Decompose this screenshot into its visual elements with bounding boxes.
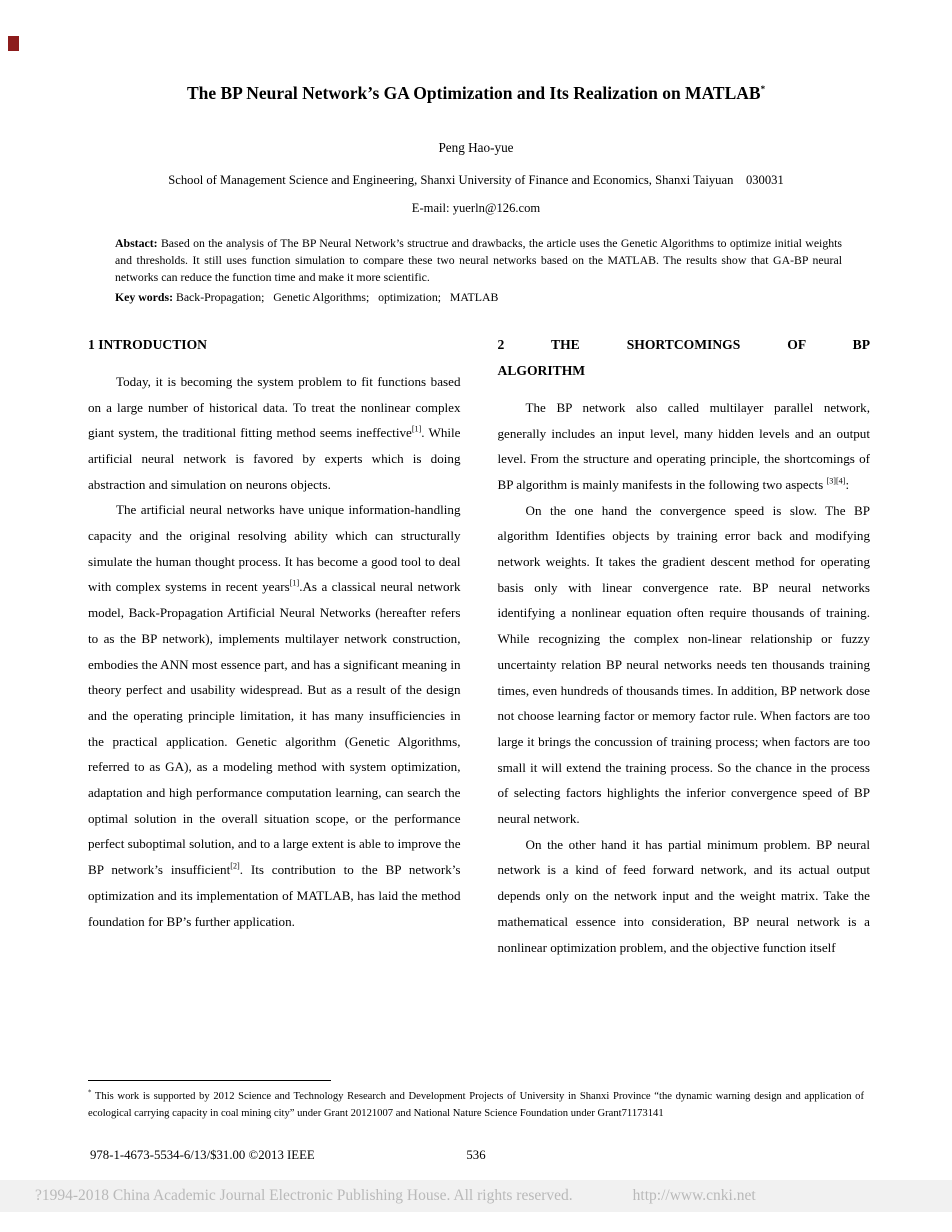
section-heading-introduction: 1 INTRODUCTION (88, 336, 207, 352)
paper-title (80, 78, 872, 104)
keywords-text: Back-Propagation; Genetic Algorithms; optimization; MATLAB (175, 289, 499, 304)
copyright-line: 978-1-4673-5534-6/13/$31.00 ©2013 IEEE (90, 1148, 315, 1162)
section-heading-shortcomings: 2 THE SHORTCOMINGS OF BP ALGORITHM (497, 336, 870, 378)
keywords-label: Key words: (115, 289, 173, 304)
keywords (115, 289, 842, 306)
watermark-bar (0, 1180, 952, 1212)
footnote-body (88, 1089, 864, 1122)
corner-mark (8, 36, 19, 51)
shortcomings-paragraph-1: The BP network also called multilayer parallel network, generally includes an input level, many hidden levels and an output level. From the structure and operating principle, the shortcomings of BP algorithm is mainly manifests in the following two aspects [3][4]: (497, 399, 870, 492)
footnote-rule (88, 1080, 331, 1081)
abstract-label: Abstact: (115, 235, 158, 250)
affiliation: School of Management Science and Engineering, Shanxi University of Finance and Economics, Shanxi Taiyuan 030031 (168, 172, 784, 187)
intro-paragraph-2: The artificial neural networks have unique information-handling capacity and the original resolving ability which can structurally simulate the human thought process. It has become a good tool to deal with complex systems in recent years[1].As a classical neural network model, Back-Propagation Artificial Neural Networks (hereafter refers to as the BP network), implements multilayer network construction, embodies the ANN most essence part, and has a significant meaning in theory perfect and usability widespread. But as a result of the design and the operating principle limitation, it has many insufficiencies in the practical application. Genetic algorithm (Genetic Algorithms, referred to as GA), as a modeling method with system optimization, adaptation and high performance computation learning, can search the optimal solution in the overall situation scope, or the performance perfect suboptimal solution, and to a large extent is able to improve the BP network’s insufficient[2]. Its contribution to the BP network’s optimization and its implementation of MATLAB, has laid the method foundation for BP’s further application. (88, 502, 461, 929)
watermark-text: ?1994-2018 China Academic Journal Electronic Publishing House. All rights reserved. (35, 1187, 573, 1204)
intro-paragraph-1: Today, it is becoming the system problem to fit functions based on a large number of historical data. To treat the nonlinear complex giant system, the traditional fitting method seems ineffective[1]. While artificial neural network is favored by experts which is doing abstraction and simulation on neurons objects. (88, 373, 461, 492)
page-number: 536 (466, 1148, 486, 1162)
shortcomings-paragraph-3: On the other hand it has partial minimum problem. BP neural network is a kind of feed forward network, and its actual output depends only on the network input and the weight matrix. Take the mathematical essence into consideration, BP neural network is a nonlinear optimization problem, and the objective function itself (497, 836, 870, 955)
paper-title-text: The BP Neural Network’s GA Optimization and Its Realization on MATLAB (186, 82, 761, 103)
author-name: Peng Hao-yue (438, 139, 514, 155)
left-column (88, 332, 461, 960)
abstract-text: Based on the analysis of The BP Neural Network’s structrue and drawbacks, the article uses the Genetic Algorithms to optimize initial weights and thresholds. It still uses function simulation to compare these two neural networks based on the MATLAB. The results show that GA-BP neural networks can reduce the function time and make it more scientific. (115, 235, 842, 284)
footnote-text: This work is supported by 2012 Science and Technology Research and Development Projects of University in Shanxi Province “the dynamic warning design and application of ecological carrying capacity in coal mining city” under Grant 20121007 and National Nature Science Foundation under Grant71173141 (88, 1091, 864, 1119)
page-footer (0, 1148, 952, 1168)
footnote-marker: * (88, 1089, 92, 1097)
shortcomings-paragraph-2: On the one hand the convergence speed is slow. The BP algorithm Identifies objects by training error back and modifying network weights. It takes the gradient descent method for operating basis only with linear convergence rate. BP neural networks identifying a nonlinear equation often require thousands of training. While recognizing the complex non-linear relationship or fuzzy uncertainty relation BP neural networks needs ten thousands training times, even hundreds of thousands times. In addition, BP network dose not choose learning factor or memory factor rule. When factors are too large it brings the concussion of training process; when factors are too small it will extend the training process. So the chance in the process of selecting factors highlights the inferior convergence speed of BP neural network. (497, 502, 870, 827)
email: E-mail: yuerln@126.com (411, 200, 541, 215)
right-column (498, 332, 871, 960)
two-column-body (88, 332, 870, 960)
abstract (115, 235, 842, 286)
title-footnote-marker: * (760, 84, 766, 94)
footnote (88, 1080, 864, 1122)
watermark-url: http://www.cnki.net (632, 1187, 756, 1204)
